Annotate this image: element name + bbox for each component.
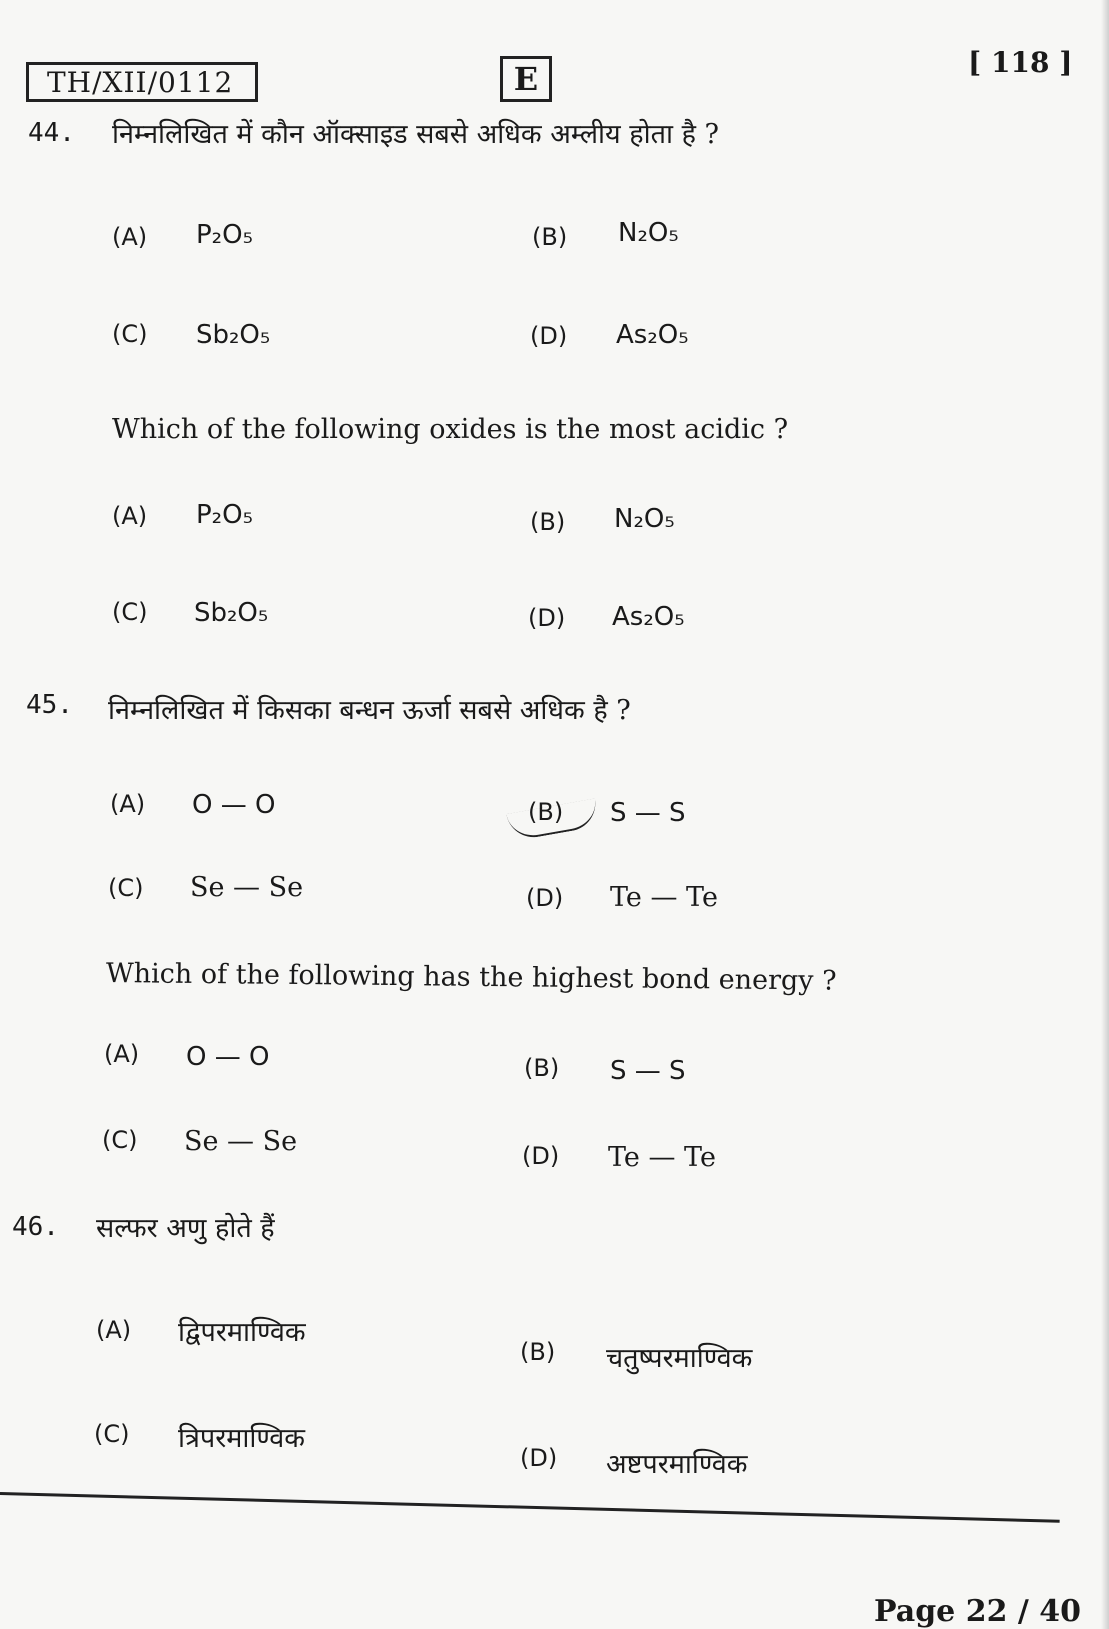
option-value: As₂O₅	[612, 602, 685, 632]
option-value: S — S	[610, 1056, 686, 1086]
question-text-english: Which of the following oxides is the most acidic ?	[112, 414, 789, 445]
option-letter: (D)	[522, 1142, 560, 1170]
option-letter: (B)	[524, 1054, 560, 1082]
option-letter: (A)	[104, 1040, 140, 1068]
option-value: P₂O₅	[196, 220, 253, 250]
option-letter: (C)	[94, 1420, 130, 1448]
question-number: 46.	[12, 1212, 59, 1242]
scan-edge-shadow	[1101, 0, 1109, 1629]
option-value: N₂O₅	[614, 504, 675, 534]
option-value: अष्टपरमाण्विक	[606, 1449, 748, 1480]
option-letter: (B)	[532, 223, 568, 251]
question-number: 44.	[28, 118, 75, 148]
option-value: Se — Se	[190, 872, 304, 903]
option-letter: (A)	[112, 502, 148, 530]
option-value: S — S	[610, 798, 686, 828]
option-letter: (A)	[110, 790, 146, 818]
option-letter: (C)	[112, 320, 148, 348]
option-letter: (D)	[530, 322, 568, 350]
paper-code: TH/XII/0112	[47, 66, 234, 99]
option-letter: (C)	[112, 598, 148, 626]
option-value: चतुष्परमाण्विक	[606, 1343, 753, 1374]
footer-divider	[0, 1492, 1060, 1523]
option-value: Sb₂O₅	[194, 598, 269, 628]
option-value: द्विपरमाण्विक	[178, 1317, 306, 1348]
option-letter: (A)	[112, 223, 148, 251]
question-number: 45.	[26, 690, 73, 720]
question-text-english: Which of the following has the highest bond energy ?	[105, 958, 837, 997]
option-letter: (B)	[530, 508, 566, 536]
option-value: त्रिपरमाण्विक	[178, 1423, 305, 1454]
option-letter: (D)	[520, 1444, 558, 1472]
option-value: P₂O₅	[196, 500, 253, 530]
option-value: O — O	[192, 790, 276, 820]
option-value: O — O	[186, 1042, 270, 1072]
pen-tick-mark	[506, 798, 599, 841]
option-letter: (D)	[528, 604, 566, 632]
option-value: Te — Te	[610, 882, 718, 913]
question-text-hindi: निम्नलिखित में किसका बन्धन ऊर्जा सबसे अधिक है ?	[108, 695, 631, 726]
option-letter: (D)	[526, 884, 564, 912]
set-label-box	[500, 56, 552, 102]
option-letter: (A)	[96, 1316, 132, 1344]
option-letter: (B)	[520, 1338, 556, 1366]
option-value: Se — Se	[184, 1126, 298, 1157]
page-reference: [ 118 ]	[968, 46, 1073, 79]
option-value: N₂O₅	[618, 218, 679, 248]
question-text-hindi: सल्फर अणु होते हैं	[96, 1213, 275, 1244]
paper-code-box	[26, 62, 258, 102]
question-text-hindi: निम्नलिखित में कौन ऑक्साइड सबसे अधिक अम्लीय होता है ?	[112, 119, 719, 150]
option-value: Te — Te	[608, 1142, 716, 1173]
page-number: Page 22 / 40	[874, 1594, 1082, 1629]
set-label: E	[513, 60, 539, 98]
option-letter: (C)	[108, 874, 144, 902]
option-value: Sb₂O₅	[196, 320, 271, 350]
option-value: As₂O₅	[616, 320, 689, 350]
option-letter: (C)	[102, 1126, 138, 1154]
option-letter: (B)	[528, 798, 564, 826]
